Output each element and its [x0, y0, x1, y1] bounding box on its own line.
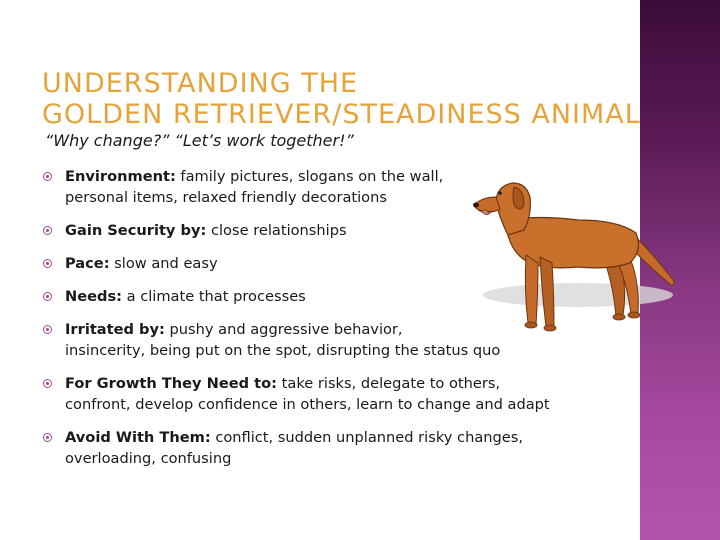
bullet-marker-icon	[43, 292, 52, 301]
slide-subtitle: “Why change?” “Let’s work together!”	[45, 131, 354, 150]
bullet-growth	[43, 373, 563, 415]
bullet-label: Environment:	[65, 168, 176, 185]
bullet-label: For Growth They Need to:	[65, 375, 278, 392]
bullet-text: a climate that processes	[121, 288, 306, 305]
bullet-label: Needs:	[65, 288, 122, 305]
bullet-text-continued: personal items, relaxed friendly decorations	[65, 189, 387, 206]
title-line-1: UNDERSTANDING THE	[42, 68, 359, 100]
bullet-text: take risks, delegate to others, confront, develop confidence in others, learn to change and adapt	[65, 375, 550, 413]
bullet-marker-icon	[43, 433, 52, 442]
bullet-label: Pace:	[65, 255, 110, 272]
bullet-marker-icon	[43, 226, 52, 235]
bullet-text-continued: insincerity, being put on the spot, disrupting the status quo	[65, 342, 501, 359]
bullet-text: pushy and aggressive behavior,	[164, 321, 403, 338]
bullet-avoid	[43, 427, 563, 469]
bullet-marker-icon	[43, 259, 52, 268]
bullet-text: close relationships	[206, 222, 347, 239]
title-line-2: GOLDEN RETRIEVER/STEADINESS ANIMAL	[42, 99, 641, 131]
slide-title	[42, 68, 642, 130]
bullet-label: Irritated by:	[65, 321, 165, 338]
bullet-marker-icon	[43, 172, 52, 181]
bullet-marker-icon	[43, 379, 52, 388]
bullet-label: Avoid With Them:	[65, 429, 211, 446]
bullet-text: family pictures, slogans on the wall,	[175, 168, 444, 185]
bullet-text: conflict, sudden unplanned risky changes, overloading, confusing	[65, 429, 523, 467]
bullet-marker-icon	[43, 325, 52, 334]
golden-retriever-dog-icon	[468, 175, 680, 350]
bullet-text: slow and easy	[109, 255, 218, 272]
bullet-label: Gain Security by:	[65, 222, 207, 239]
